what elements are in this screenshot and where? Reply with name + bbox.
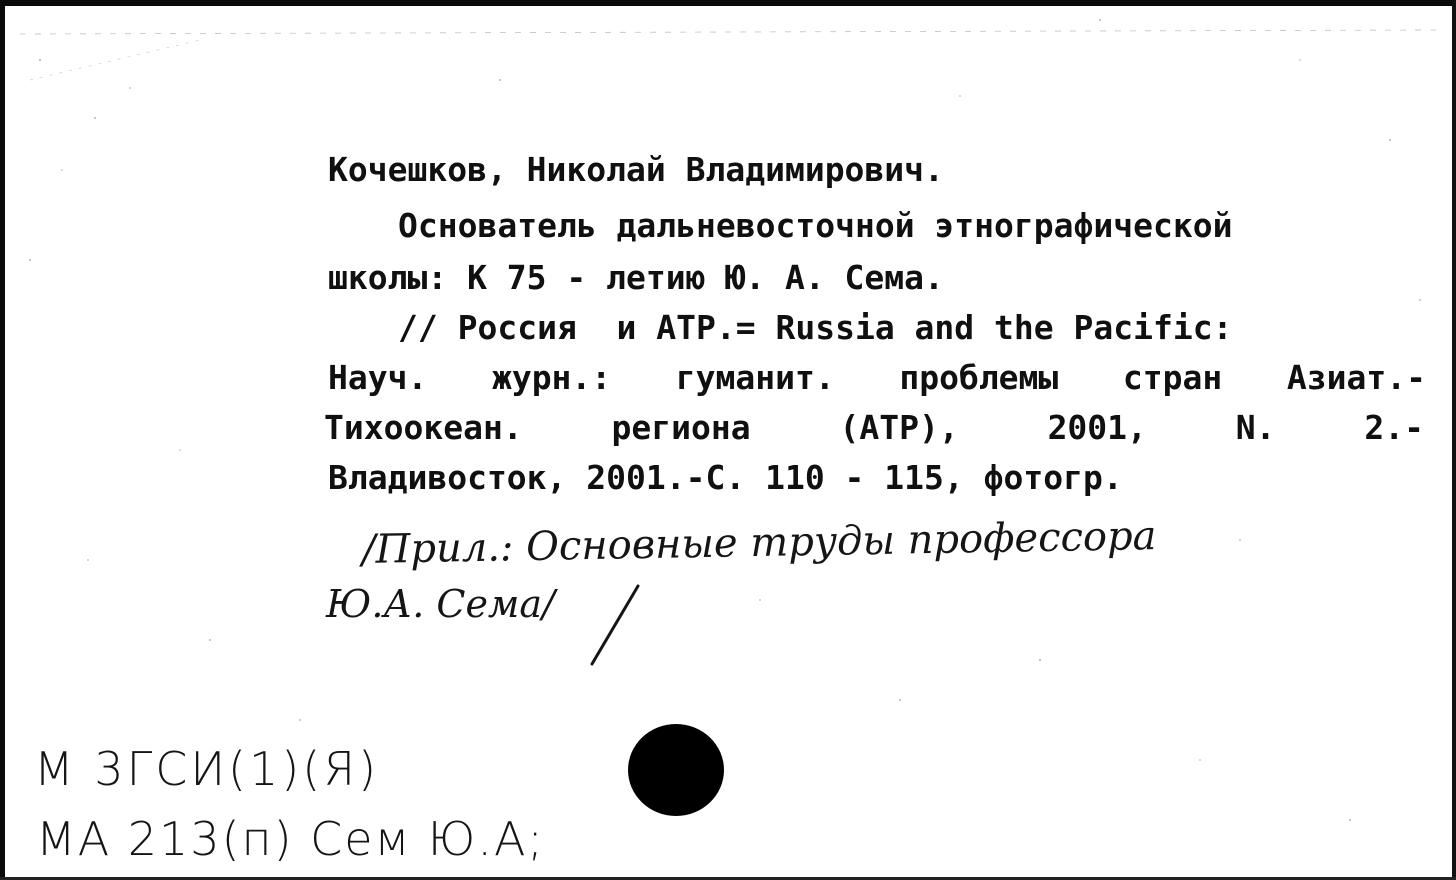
source-line-3-word: (АТР),: [839, 408, 959, 447]
source-line-3-word: Тихоокеан.: [324, 408, 523, 447]
note-slash-mark: [560, 580, 650, 670]
card-border-left: [0, 0, 5, 880]
handwritten-note-line-1: /Прил.: Основные труды профессора: [361, 513, 1157, 573]
source-line-2-word: Науч.: [328, 358, 428, 397]
source-line-2-word: стран: [1122, 358, 1223, 397]
source-line-2-word: проблемы: [899, 358, 1059, 397]
shelfmark-line-1: М 3ГСИ(1)(Я): [34, 742, 380, 796]
author-heading: Кочешков, Николай Владимирович.: [328, 150, 944, 189]
source-line-3-word: 2001,: [1047, 408, 1147, 447]
source-line-1: // Россия и АТР.= Russia and the Pacific:: [398, 308, 1233, 347]
card-border-right: [1452, 0, 1456, 880]
source-line-2: [328, 358, 1426, 398]
punched-hole-dot: [628, 724, 724, 816]
title-line-1: Основатель дальневосточной этнографической: [398, 206, 1233, 245]
source-line-2-word: гуманит.: [675, 358, 835, 397]
source-line-3-word: региона: [611, 408, 751, 447]
source-line-2-word: журн.:: [491, 358, 612, 397]
card-border-top: [0, 0, 1456, 6]
shelfmark-line-2: МА 213(п) Сем Ю.А;: [36, 812, 545, 866]
source-line-3: [324, 408, 1424, 448]
source-line-4: Владивосток, 2001.-С. 110 - 115, фотогр.: [328, 458, 1123, 497]
title-line-2: школы: К 75 - летию Ю. А. Сема.: [328, 258, 944, 297]
source-line-3-word: 2.-: [1364, 408, 1424, 447]
source-line-3-word: N.: [1235, 408, 1276, 447]
source-line-2-word: Азиат.-: [1286, 358, 1426, 397]
handwritten-note-line-2: Ю.А. Сема/: [326, 582, 555, 626]
